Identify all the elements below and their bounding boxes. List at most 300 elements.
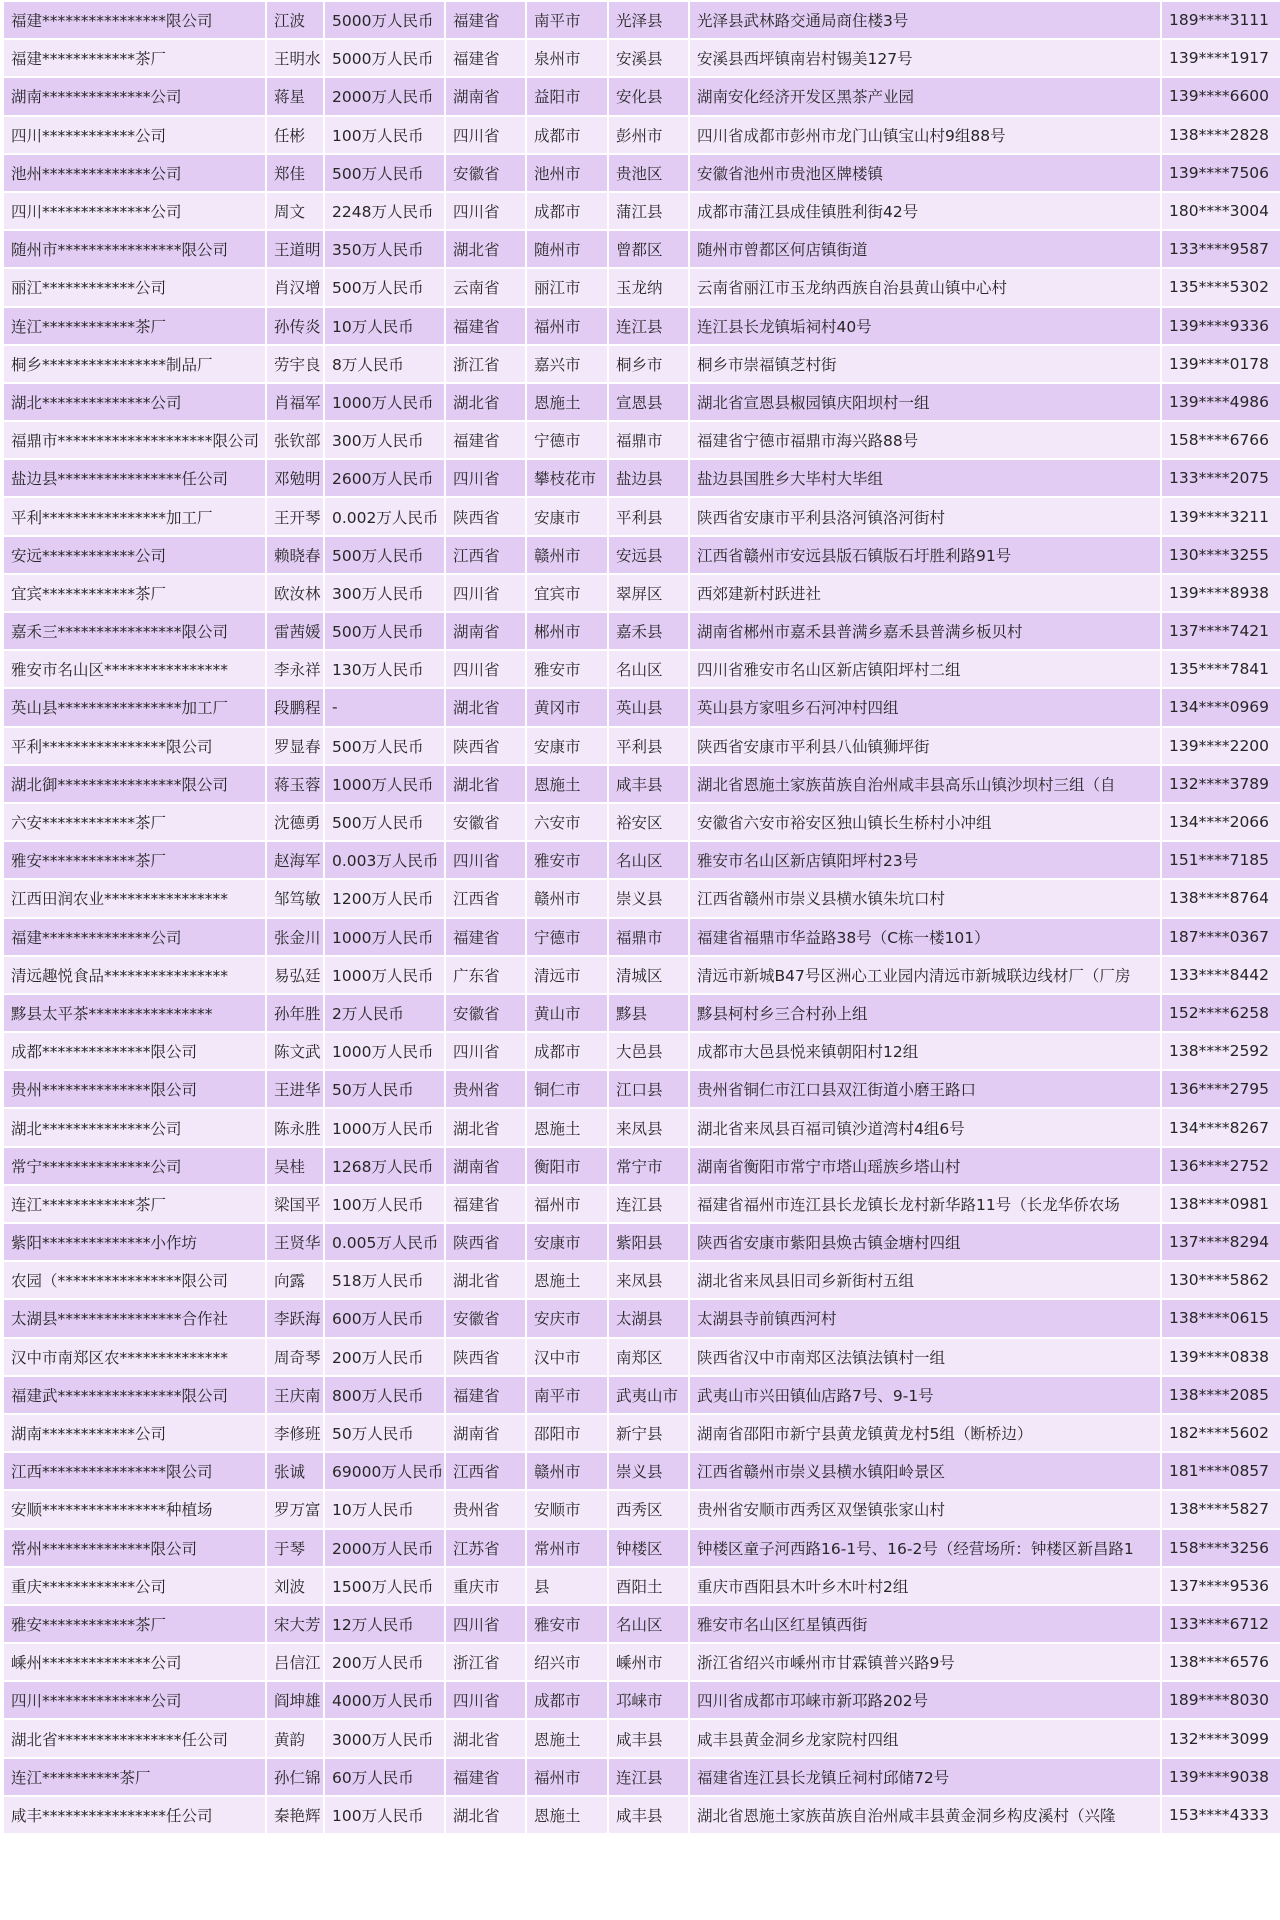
city-cell: 丽江市 xyxy=(527,269,607,305)
contact-cell: 张金川 xyxy=(267,919,323,955)
address-cell: 福建省福鼎市华益路38号（C栋一楼101） xyxy=(690,919,1160,955)
phone-cell: 136****2795 xyxy=(1162,1071,1280,1107)
table-row xyxy=(4,651,1280,687)
county-cell: 酉阳土 xyxy=(609,1568,688,1604)
capital-cell: 200万人民币 xyxy=(325,1339,444,1375)
company-name-cell: 连江************茶厂 xyxy=(4,1186,265,1222)
county-cell: 南郑区 xyxy=(609,1339,688,1375)
phone-cell: 134****8267 xyxy=(1162,1109,1280,1145)
county-cell: 蒲江县 xyxy=(609,193,688,229)
county-cell: 连江县 xyxy=(609,1186,688,1222)
capital-cell: 500万人民币 xyxy=(325,537,444,573)
address-cell: 四川省成都市邛崃市新邛路202号 xyxy=(690,1682,1160,1718)
city-cell: 邵阳市 xyxy=(527,1415,607,1451)
address-cell: 太湖县寺前镇西河村 xyxy=(690,1300,1160,1336)
city-cell: 池州市 xyxy=(527,155,607,191)
capital-cell: 0.003万人民币 xyxy=(325,842,444,878)
phone-cell: 133****8442 xyxy=(1162,957,1280,993)
capital-cell: 2000万人民币 xyxy=(325,1530,444,1566)
city-cell: 安康市 xyxy=(527,1224,607,1260)
company-name-cell: 贵州**************限公司 xyxy=(4,1071,265,1107)
county-cell: 咸丰县 xyxy=(609,1720,688,1756)
contact-cell: 于琴 xyxy=(267,1530,323,1566)
address-cell: 贵州省铜仁市江口县双江街道小磨王路口 xyxy=(690,1071,1160,1107)
county-cell: 安溪县 xyxy=(609,40,688,76)
county-cell: 翠屏区 xyxy=(609,575,688,611)
table-row xyxy=(4,1606,1280,1642)
phone-cell: 130****5862 xyxy=(1162,1262,1280,1298)
company-name-cell: 盐边县****************任公司 xyxy=(4,460,265,496)
address-cell: 雅安市名山区红星镇西街 xyxy=(690,1606,1160,1642)
table-row xyxy=(4,880,1280,916)
province-cell: 湖南省 xyxy=(446,78,525,114)
table-row xyxy=(4,1491,1280,1527)
county-cell: 英山县 xyxy=(609,689,688,725)
capital-cell: 130万人民币 xyxy=(325,651,444,687)
address-cell: 湖北省来凤县旧司乡新街村五组 xyxy=(690,1262,1160,1298)
contact-cell: 段鹏程 xyxy=(267,689,323,725)
city-cell: 绍兴市 xyxy=(527,1644,607,1680)
province-cell: 四川省 xyxy=(446,575,525,611)
table-row xyxy=(4,1568,1280,1604)
company-name-cell: 常州**************限公司 xyxy=(4,1530,265,1566)
province-cell: 陕西省 xyxy=(446,1339,525,1375)
phone-cell: 158****6766 xyxy=(1162,422,1280,458)
contact-cell: 江波 xyxy=(267,2,323,38)
capital-cell: 500万人民币 xyxy=(325,804,444,840)
table-row xyxy=(4,957,1280,993)
county-cell: 嵊州市 xyxy=(609,1644,688,1680)
county-cell: 平利县 xyxy=(609,728,688,764)
province-cell: 四川省 xyxy=(446,460,525,496)
table-row xyxy=(4,498,1280,534)
capital-cell: 1000万人民币 xyxy=(325,384,444,420)
phone-cell: 152****6258 xyxy=(1162,995,1280,1031)
county-cell: 桐乡市 xyxy=(609,346,688,382)
province-cell: 陕西省 xyxy=(446,728,525,764)
county-cell: 曾都区 xyxy=(609,231,688,267)
phone-cell: 189****3111 xyxy=(1162,2,1280,38)
city-cell: 安庆市 xyxy=(527,1300,607,1336)
contact-cell: 沈德勇 xyxy=(267,804,323,840)
table-row xyxy=(4,269,1280,305)
address-cell: 陕西省安康市紫阳县焕古镇金塘村四组 xyxy=(690,1224,1160,1260)
county-cell: 清城区 xyxy=(609,957,688,993)
address-cell: 江西省赣州市崇义县横水镇朱坑口村 xyxy=(690,880,1160,916)
company-name-cell: 桐乡****************制品厂 xyxy=(4,346,265,382)
table-row xyxy=(4,1033,1280,1069)
company-name-cell: 清远趣悦食品**************** xyxy=(4,957,265,993)
contact-cell: 肖汉增 xyxy=(267,269,323,305)
table-row xyxy=(4,346,1280,382)
province-cell: 安徽省 xyxy=(446,155,525,191)
phone-cell: 133****2075 xyxy=(1162,460,1280,496)
province-cell: 安徽省 xyxy=(446,804,525,840)
capital-cell: 0.002万人民币 xyxy=(325,498,444,534)
contact-cell: 陈永胜 xyxy=(267,1109,323,1145)
province-cell: 湖北省 xyxy=(446,231,525,267)
phone-cell: 138****0981 xyxy=(1162,1186,1280,1222)
province-cell: 湖北省 xyxy=(446,689,525,725)
table-row xyxy=(4,1148,1280,1184)
address-cell: 西郊建新村跃进社 xyxy=(690,575,1160,611)
capital-cell: 100万人民币 xyxy=(325,117,444,153)
capital-cell: 10万人民币 xyxy=(325,1491,444,1527)
address-cell: 江西省赣州市崇义县横水镇阳岭景区 xyxy=(690,1453,1160,1489)
province-cell: 湖北省 xyxy=(446,766,525,802)
company-name-cell: 湖南************公司 xyxy=(4,1415,265,1451)
table-body xyxy=(4,2,1280,1833)
phone-cell: 132****3099 xyxy=(1162,1720,1280,1756)
company-name-cell: 安顺****************种植场 xyxy=(4,1491,265,1527)
county-cell: 玉龙纳 xyxy=(609,269,688,305)
company-name-cell: 六安************茶厂 xyxy=(4,804,265,840)
province-cell: 湖北省 xyxy=(446,384,525,420)
phone-cell: 189****8030 xyxy=(1162,1682,1280,1718)
contact-cell: 王开琴 xyxy=(267,498,323,534)
company-name-cell: 江西****************限公司 xyxy=(4,1453,265,1489)
table-row xyxy=(4,689,1280,725)
contact-cell: 孙传炎 xyxy=(267,308,323,344)
address-cell: 陕西省汉中市南郑区法镇法镇村一组 xyxy=(690,1339,1160,1375)
address-cell: 湖北省宣恩县椒园镇庆阳坝村一组 xyxy=(690,384,1160,420)
address-cell: 连江县长龙镇垢祠村40号 xyxy=(690,308,1160,344)
province-cell: 四川省 xyxy=(446,1606,525,1642)
address-cell: 湖南省衡阳市常宁市塔山瑶族乡塔山村 xyxy=(690,1148,1160,1184)
address-cell: 英山县方家咀乡石河冲村四组 xyxy=(690,689,1160,725)
company-name-cell: 四川**************公司 xyxy=(4,1682,265,1718)
address-cell: 福建省福州市连江县长龙镇长龙村新华路11号（长龙华侨农场 xyxy=(690,1186,1160,1222)
city-cell: 衡阳市 xyxy=(527,1148,607,1184)
table-row xyxy=(4,384,1280,420)
table-row xyxy=(4,1797,1280,1833)
city-cell: 恩施土 xyxy=(527,1109,607,1145)
company-name-cell: 雅安************茶厂 xyxy=(4,842,265,878)
phone-cell: 130****3255 xyxy=(1162,537,1280,573)
county-cell: 福鼎市 xyxy=(609,919,688,955)
county-cell: 崇义县 xyxy=(609,1453,688,1489)
phone-cell: 181****0857 xyxy=(1162,1453,1280,1489)
province-cell: 贵州省 xyxy=(446,1071,525,1107)
city-cell: 泉州市 xyxy=(527,40,607,76)
contact-cell: 王明水 xyxy=(267,40,323,76)
province-cell: 陕西省 xyxy=(446,498,525,534)
county-cell: 咸丰县 xyxy=(609,766,688,802)
contact-cell: 周文 xyxy=(267,193,323,229)
province-cell: 广东省 xyxy=(446,957,525,993)
table-row xyxy=(4,537,1280,573)
county-cell: 宣恩县 xyxy=(609,384,688,420)
province-cell: 福建省 xyxy=(446,40,525,76)
table-row xyxy=(4,1415,1280,1451)
address-cell: 湖北省恩施土家族苗族自治州咸丰县黄金洞乡构皮溪村（兴隆 xyxy=(690,1797,1160,1833)
company-name-cell: 平利****************限公司 xyxy=(4,728,265,764)
contact-cell: 梁国平 xyxy=(267,1186,323,1222)
phone-cell: 138****2828 xyxy=(1162,117,1280,153)
address-cell: 四川省雅安市名山区新店镇阳坪村二组 xyxy=(690,651,1160,687)
contact-cell: 宋大芳 xyxy=(267,1606,323,1642)
province-cell: 福建省 xyxy=(446,2,525,38)
county-cell: 常宁市 xyxy=(609,1148,688,1184)
phone-cell: 139****6600 xyxy=(1162,78,1280,114)
phone-cell: 139****3211 xyxy=(1162,498,1280,534)
phone-cell: 187****0367 xyxy=(1162,919,1280,955)
county-cell: 贵池区 xyxy=(609,155,688,191)
phone-cell: 139****2200 xyxy=(1162,728,1280,764)
table-row xyxy=(4,1377,1280,1413)
contact-cell: 王庆南 xyxy=(267,1377,323,1413)
province-cell: 四川省 xyxy=(446,1682,525,1718)
phone-cell: 139****8938 xyxy=(1162,575,1280,611)
phone-cell: 139****0178 xyxy=(1162,346,1280,382)
city-cell: 随州市 xyxy=(527,231,607,267)
county-cell: 钟楼区 xyxy=(609,1530,688,1566)
capital-cell: 100万人民币 xyxy=(325,1186,444,1222)
phone-cell: 153****4333 xyxy=(1162,1797,1280,1833)
county-cell: 安远县 xyxy=(609,537,688,573)
contact-cell: 李修班 xyxy=(267,1415,323,1451)
company-name-cell: 平利****************加工厂 xyxy=(4,498,265,534)
phone-cell: 134****2066 xyxy=(1162,804,1280,840)
table-row xyxy=(4,995,1280,1031)
company-name-cell: 湖北省****************任公司 xyxy=(4,1720,265,1756)
phone-cell: 139****7506 xyxy=(1162,155,1280,191)
company-name-cell: 湖北御****************限公司 xyxy=(4,766,265,802)
county-cell: 福鼎市 xyxy=(609,422,688,458)
company-name-cell: 连江************茶厂 xyxy=(4,308,265,344)
address-cell: 桐乡市崇福镇芝村街 xyxy=(690,346,1160,382)
capital-cell: 1000万人民币 xyxy=(325,919,444,955)
address-cell: 黟县柯村乡三合村孙上组 xyxy=(690,995,1160,1031)
capital-cell: 60万人民币 xyxy=(325,1759,444,1795)
company-name-cell: 雅安************茶厂 xyxy=(4,1606,265,1642)
address-cell: 成都市蒲江县成佳镇胜利街42号 xyxy=(690,193,1160,229)
county-cell: 名山区 xyxy=(609,651,688,687)
table-row xyxy=(4,1300,1280,1336)
address-cell: 贵州省安顺市西秀区双堡镇张家山村 xyxy=(690,1491,1160,1527)
capital-cell: 69000万人民币 xyxy=(325,1453,444,1489)
city-cell: 郴州市 xyxy=(527,613,607,649)
city-cell: 汉中市 xyxy=(527,1339,607,1375)
city-cell: 黄山市 xyxy=(527,995,607,1031)
province-cell: 湖南省 xyxy=(446,613,525,649)
company-name-cell: 汉中市南郑区农************** xyxy=(4,1339,265,1375)
contact-cell: 赵海军 xyxy=(267,842,323,878)
address-cell: 湖南安化经济开发区黑茶产业园 xyxy=(690,78,1160,114)
phone-cell: 138****2085 xyxy=(1162,1377,1280,1413)
capital-cell: - xyxy=(325,689,444,725)
address-cell: 咸丰县黄金洞乡龙家院村四组 xyxy=(690,1720,1160,1756)
province-cell: 四川省 xyxy=(446,1033,525,1069)
city-cell: 攀枝花市 xyxy=(527,460,607,496)
table-row xyxy=(4,1109,1280,1145)
company-name-cell: 连江**********茶厂 xyxy=(4,1759,265,1795)
capital-cell: 50万人民币 xyxy=(325,1071,444,1107)
table-row xyxy=(4,919,1280,955)
company-name-cell: 福鼎市********************限公司 xyxy=(4,422,265,458)
address-cell: 福建省连江县长龙镇丘祠村邱储72号 xyxy=(690,1759,1160,1795)
capital-cell: 4000万人民币 xyxy=(325,1682,444,1718)
contact-cell: 雷茜媛 xyxy=(267,613,323,649)
province-cell: 四川省 xyxy=(446,842,525,878)
province-cell: 福建省 xyxy=(446,1377,525,1413)
contact-cell: 陈文武 xyxy=(267,1033,323,1069)
county-cell: 裕安区 xyxy=(609,804,688,840)
company-name-cell: 池州**************公司 xyxy=(4,155,265,191)
county-cell: 名山区 xyxy=(609,842,688,878)
company-name-cell: 雅安市名山区**************** xyxy=(4,651,265,687)
contact-cell: 孙仁锦 xyxy=(267,1759,323,1795)
table-row xyxy=(4,193,1280,229)
address-cell: 安溪县西坪镇南岩村锡美127号 xyxy=(690,40,1160,76)
county-cell: 连江县 xyxy=(609,1759,688,1795)
address-cell: 武夷山市兴田镇仙店路7号、9-1号 xyxy=(690,1377,1160,1413)
province-cell: 湖北省 xyxy=(446,1109,525,1145)
company-name-cell: 成都**************限公司 xyxy=(4,1033,265,1069)
company-name-cell: 安远************公司 xyxy=(4,537,265,573)
capital-cell: 1500万人民币 xyxy=(325,1568,444,1604)
phone-cell: 180****3004 xyxy=(1162,193,1280,229)
province-cell: 浙江省 xyxy=(446,1644,525,1680)
company-name-cell: 福建武****************限公司 xyxy=(4,1377,265,1413)
contact-cell: 王道明 xyxy=(267,231,323,267)
capital-cell: 5000万人民币 xyxy=(325,2,444,38)
address-cell: 福建省宁德市福鼎市海兴路88号 xyxy=(690,422,1160,458)
company-name-cell: 重庆************公司 xyxy=(4,1568,265,1604)
address-cell: 光泽县武林路交通局商住楼3号 xyxy=(690,2,1160,38)
contact-cell: 劳宇良 xyxy=(267,346,323,382)
phone-cell: 139****1917 xyxy=(1162,40,1280,76)
capital-cell: 1000万人民币 xyxy=(325,766,444,802)
company-table xyxy=(2,0,1280,1835)
province-cell: 湖北省 xyxy=(446,1797,525,1833)
address-cell: 安徽省池州市贵池区牌楼镇 xyxy=(690,155,1160,191)
province-cell: 湖南省 xyxy=(446,1148,525,1184)
county-cell: 安化县 xyxy=(609,78,688,114)
capital-cell: 600万人民币 xyxy=(325,1300,444,1336)
city-cell: 黄冈市 xyxy=(527,689,607,725)
city-cell: 嘉兴市 xyxy=(527,346,607,382)
city-cell: 雅安市 xyxy=(527,1606,607,1642)
table-row xyxy=(4,842,1280,878)
contact-cell: 李永祥 xyxy=(267,651,323,687)
county-cell: 西秀区 xyxy=(609,1491,688,1527)
address-cell: 钟楼区童子河西路16-1号、16-2号（经营场所：钟楼区新昌路1 xyxy=(690,1530,1160,1566)
company-name-cell: 福建************茶厂 xyxy=(4,40,265,76)
table-row xyxy=(4,155,1280,191)
contact-cell: 黄韵 xyxy=(267,1720,323,1756)
phone-cell: 137****8294 xyxy=(1162,1224,1280,1260)
province-cell: 安徽省 xyxy=(446,995,525,1031)
province-cell: 重庆市 xyxy=(446,1568,525,1604)
province-cell: 陕西省 xyxy=(446,1224,525,1260)
capital-cell: 2万人民币 xyxy=(325,995,444,1031)
city-cell: 恩施土 xyxy=(527,1262,607,1298)
province-cell: 浙江省 xyxy=(446,346,525,382)
city-cell: 宁德市 xyxy=(527,422,607,458)
company-name-cell: 福建**************公司 xyxy=(4,919,265,955)
capital-cell: 2248万人民币 xyxy=(325,193,444,229)
phone-cell: 182****5602 xyxy=(1162,1415,1280,1451)
city-cell: 成都市 xyxy=(527,117,607,153)
capital-cell: 1268万人民币 xyxy=(325,1148,444,1184)
capital-cell: 500万人民币 xyxy=(325,613,444,649)
address-cell: 湖南省邵阳市新宁县黄龙镇黄龙村5组（断桥边） xyxy=(690,1415,1160,1451)
address-cell: 盐边县国胜乡大毕村大毕组 xyxy=(690,460,1160,496)
province-cell: 福建省 xyxy=(446,422,525,458)
city-cell: 福州市 xyxy=(527,308,607,344)
phone-cell: 137****7421 xyxy=(1162,613,1280,649)
contact-cell: 孙年胜 xyxy=(267,995,323,1031)
address-cell: 安徽省六安市裕安区独山镇长生桥村小冲组 xyxy=(690,804,1160,840)
capital-cell: 12万人民币 xyxy=(325,1606,444,1642)
company-name-cell: 湖北**************公司 xyxy=(4,1109,265,1145)
county-cell: 崇义县 xyxy=(609,880,688,916)
capital-cell: 50万人民币 xyxy=(325,1415,444,1451)
province-cell: 湖北省 xyxy=(446,1262,525,1298)
county-cell: 彭州市 xyxy=(609,117,688,153)
contact-cell: 易弘廷 xyxy=(267,957,323,993)
company-name-cell: 宜宾************茶厂 xyxy=(4,575,265,611)
address-cell: 随州市曾都区何店镇街道 xyxy=(690,231,1160,267)
phone-cell: 133****6712 xyxy=(1162,1606,1280,1642)
contact-cell: 蒋星 xyxy=(267,78,323,114)
table-row xyxy=(4,613,1280,649)
province-cell: 江西省 xyxy=(446,537,525,573)
phone-cell: 138****8764 xyxy=(1162,880,1280,916)
province-cell: 安徽省 xyxy=(446,1300,525,1336)
company-name-cell: 嵊州**************公司 xyxy=(4,1644,265,1680)
table-row xyxy=(4,308,1280,344)
company-name-cell: 咸丰****************任公司 xyxy=(4,1797,265,1833)
contact-cell: 刘波 xyxy=(267,1568,323,1604)
province-cell: 福建省 xyxy=(446,308,525,344)
address-cell: 雅安市名山区新店镇阳坪村23号 xyxy=(690,842,1160,878)
capital-cell: 300万人民币 xyxy=(325,422,444,458)
phone-cell: 134****0969 xyxy=(1162,689,1280,725)
contact-cell: 向露 xyxy=(267,1262,323,1298)
company-name-cell: 江西田润农业**************** xyxy=(4,880,265,916)
phone-cell: 151****7185 xyxy=(1162,842,1280,878)
contact-cell: 邓勉明 xyxy=(267,460,323,496)
county-cell: 大邑县 xyxy=(609,1033,688,1069)
capital-cell: 300万人民币 xyxy=(325,575,444,611)
contact-cell: 罗显春 xyxy=(267,728,323,764)
capital-cell: 800万人民币 xyxy=(325,1377,444,1413)
capital-cell: 100万人民币 xyxy=(325,1797,444,1833)
phone-cell: 139****0838 xyxy=(1162,1339,1280,1375)
city-cell: 铜仁市 xyxy=(527,1071,607,1107)
city-cell: 赣州市 xyxy=(527,1453,607,1489)
table-row xyxy=(4,460,1280,496)
phone-cell: 132****3789 xyxy=(1162,766,1280,802)
capital-cell: 0.005万人民币 xyxy=(325,1224,444,1260)
city-cell: 清远市 xyxy=(527,957,607,993)
city-cell: 宜宾市 xyxy=(527,575,607,611)
province-cell: 江西省 xyxy=(446,880,525,916)
contact-cell: 任彬 xyxy=(267,117,323,153)
address-cell: 四川省成都市彭州市龙门山镇宝山村9组88号 xyxy=(690,117,1160,153)
county-cell: 新宁县 xyxy=(609,1415,688,1451)
county-cell: 连江县 xyxy=(609,308,688,344)
address-cell: 陕西省安康市平利县洛河镇洛河街村 xyxy=(690,498,1160,534)
contact-cell: 王贤华 xyxy=(267,1224,323,1260)
capital-cell: 350万人民币 xyxy=(325,231,444,267)
city-cell: 安康市 xyxy=(527,728,607,764)
company-name-cell: 福建****************限公司 xyxy=(4,2,265,38)
table-row xyxy=(4,2,1280,38)
county-cell: 平利县 xyxy=(609,498,688,534)
